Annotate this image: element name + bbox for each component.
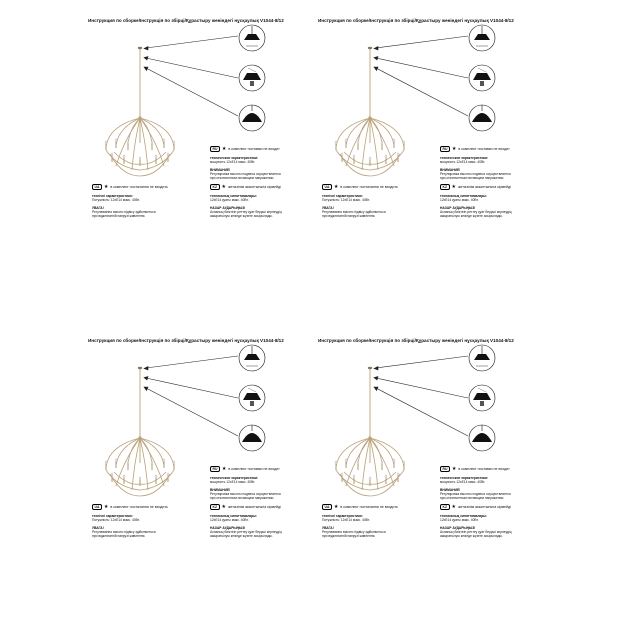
kz-warning	[440, 206, 512, 219]
detail-circle-1	[469, 345, 495, 371]
kz-specs	[440, 514, 487, 522]
ua-code: UA	[92, 184, 102, 190]
ru-note	[440, 146, 510, 152]
ru-note	[210, 466, 280, 472]
ua-warning-text: Регулювання висоти підвісу здійснюється при відключеній напрузі живлення.	[92, 210, 156, 219]
kz-warning-text: Аспаның биіктігін реттеу қуат берушi кернеудің ажыратылуы кезінде жүзеге асырылады.	[210, 530, 282, 539]
ua-warning	[92, 526, 156, 539]
kz-warning-text: Аспаның биіктігін реттеу қуат берушi кернеудің ажыратылуы кезінде жүзеге асырылады.	[440, 530, 512, 539]
ru-specs	[440, 476, 488, 484]
ru-specs-heading: технические характеристики:	[210, 476, 259, 480]
sheet-title: Инструкция по сборке/Інструкція по збірці/Құрастыру женіндегі нұсқаулық V1044-8/12	[318, 18, 514, 23]
callout-pointers	[144, 356, 238, 436]
ua-specs	[92, 194, 140, 202]
detail-circle-3	[239, 425, 265, 451]
kz-note	[440, 504, 511, 510]
ua-warning	[92, 206, 156, 219]
kz-specs-heading: техникалық сипаттамалары:	[210, 514, 258, 518]
sheet-title: Инструкция по сборке/Інструкція по збірці/Құрастыру женіндегі нұсқаулық V1044-8/12	[88, 18, 284, 23]
kz-specs-text: 12хЕ14 қуаты макс. 40Вт.	[440, 198, 479, 203]
kz-specs-heading: техникалық сипаттамалары:	[440, 194, 488, 198]
ru-warning-text: Регулировка высоты подвеса осуществляется при отключенном питающем напряжении.	[440, 492, 511, 501]
kz-note-text: жеткізілім жиынтығына кірмейді	[458, 185, 511, 189]
kz-note-text: жеткізілім жиынтығына кірмейді	[228, 505, 281, 509]
kz-note	[440, 184, 511, 190]
star-icon: ★	[451, 466, 457, 472]
ua-specs-heading: технічні характеристики:	[92, 194, 133, 198]
ru-warning-text: Регулировка высоты подвеса осуществляется при отключенном питающем напряжении.	[440, 172, 511, 181]
ua-note	[92, 504, 168, 510]
ru-note-text: в комплект поставки не входит	[458, 147, 510, 151]
ua-warning-heading: УВАГА!	[92, 526, 104, 530]
ua-specs-heading: технічні характеристики:	[322, 194, 363, 198]
callout-pointers	[144, 36, 238, 116]
star-icon: ★	[221, 504, 227, 510]
kz-code: KZ	[440, 184, 450, 190]
kz-specs	[210, 194, 257, 202]
ua-note-text: в комплект постачання не входить	[340, 505, 398, 509]
kz-note-text: жеткізілім жиынтығына кірмейді	[458, 505, 511, 509]
ru-specs-text: мощность 12хЕ14 макс. 40Вт.	[210, 480, 256, 485]
ua-warning-heading: УВАГА!	[92, 206, 104, 210]
ru-warning-heading: ВНИМАНИЕ!	[440, 168, 461, 172]
ua-specs	[322, 194, 370, 202]
kz-note	[210, 504, 281, 510]
instruction-sheet	[88, 18, 308, 228]
ua-note-text: в комплект постачання не входить	[340, 185, 398, 189]
ru-warning	[440, 488, 511, 501]
kz-warning	[210, 206, 282, 219]
detail-circle-2	[239, 385, 265, 411]
star-icon: ★	[221, 146, 227, 152]
ua-specs-heading: технічні характеристики:	[92, 514, 133, 518]
ru-note	[210, 146, 280, 152]
kz-specs	[440, 194, 487, 202]
ru-warning	[210, 168, 281, 181]
ru-warning-heading: ВНИМАНИЕ!	[210, 488, 231, 492]
kz-note-text: жеткізілім жиынтығына кірмейді	[228, 185, 281, 189]
instruction-sheet	[88, 338, 308, 548]
instruction-sheet	[318, 18, 538, 228]
detail-circle-3	[469, 105, 495, 131]
detail-circle-3	[239, 105, 265, 131]
detail-circle-3	[469, 425, 495, 451]
ru-warning-heading: ВНИМАНИЕ!	[210, 168, 231, 172]
ua-specs-text: Потужність: 12хЕ14 макс. 40Вт.	[322, 518, 370, 523]
ru-specs	[440, 156, 488, 164]
ru-code: RU	[210, 466, 220, 472]
star-icon: ★	[451, 184, 457, 190]
ru-specs-text: мощность 12хЕ14 макс. 40Вт.	[440, 480, 486, 485]
kz-code: KZ	[210, 504, 220, 510]
ua-code: UA	[322, 184, 332, 190]
ua-warning	[322, 526, 386, 539]
ru-specs	[210, 476, 258, 484]
kz-warning-heading: НАЗАР АУДАРЫҢЫЗ!	[210, 206, 246, 210]
ua-note	[92, 184, 168, 190]
kz-specs-heading: техникалық сипаттамалары:	[440, 514, 488, 518]
ru-specs-heading: технические характеристики:	[440, 156, 489, 160]
star-icon: ★	[103, 504, 109, 510]
ua-specs-heading: технічні характеристики:	[322, 514, 363, 518]
ua-code: UA	[322, 504, 332, 510]
star-icon: ★	[451, 146, 457, 152]
ru-warning	[440, 168, 511, 181]
kz-warning-text: Аспаның биіктігін реттеу қуат берушi кернеудің ажыратылуы кезінде жүзеге асырылады.	[210, 210, 282, 219]
ru-warning	[210, 488, 281, 501]
kz-specs-text: 12хЕ14 қуаты макс. 40Вт.	[210, 198, 249, 203]
star-icon: ★	[451, 504, 457, 510]
detail-circle-2	[469, 65, 495, 91]
ua-warning-text: Регулювання висоти підвісу здійснюється при відключеній напрузі живлення.	[322, 210, 386, 219]
ua-warning-heading: УВАГА!	[322, 206, 334, 210]
detail-circle-1	[239, 345, 265, 371]
ru-specs-heading: технические характеристики:	[440, 476, 489, 480]
ua-note	[322, 184, 398, 190]
star-icon: ★	[221, 466, 227, 472]
star-icon: ★	[103, 184, 109, 190]
star-icon: ★	[333, 184, 339, 190]
ua-code: UA	[92, 504, 102, 510]
ru-warning-text: Регулировка высоты подвеса осуществляется при отключенном питающем напряжении.	[210, 172, 281, 181]
ru-specs-text: мощность 12хЕ14 макс. 40Вт.	[210, 160, 256, 165]
ua-warning-heading: УВАГА!	[322, 526, 334, 530]
kz-specs-text: 12хЕ14 қуаты макс. 40Вт.	[210, 518, 249, 523]
ru-specs-text: мощность 12хЕ14 макс. 40Вт.	[440, 160, 486, 165]
ru-specs	[210, 156, 258, 164]
kz-code: KZ	[210, 184, 220, 190]
kz-warning-heading: НАЗАР АУДАРЫҢЫЗ!	[440, 526, 476, 530]
kz-specs	[210, 514, 257, 522]
ua-warning-text: Регулювання висоти підвісу здійснюється при відключеній напрузі живлення.	[92, 530, 156, 539]
detail-circle-1	[239, 25, 265, 51]
ru-warning-heading: ВНИМАНИЕ!	[440, 488, 461, 492]
detail-circle-2	[239, 65, 265, 91]
kz-code: KZ	[440, 504, 450, 510]
kz-note	[210, 184, 281, 190]
ru-note-text: в комплект поставки не входит	[458, 467, 510, 471]
ua-specs-text: Потужність: 12хЕ14 макс. 40Вт.	[322, 198, 370, 203]
callout-pointers	[374, 36, 468, 116]
kz-warning-heading: НАЗАР АУДАРЫҢЫЗ!	[210, 526, 246, 530]
ru-warning-text: Регулировка высоты подвеса осуществляется при отключенном питающем напряжении.	[210, 492, 281, 501]
ua-specs-text: Потужність: 12хЕ14 макс. 40Вт.	[92, 518, 140, 523]
instruction-sheet	[318, 338, 538, 548]
kz-warning	[440, 526, 512, 539]
ua-specs-text: Потужність: 12хЕ14 макс. 40Вт.	[92, 198, 140, 203]
ru-note-text: в комплект поставки не входит	[228, 147, 280, 151]
ru-note	[440, 466, 510, 472]
ru-code: RU	[440, 466, 450, 472]
ru-note-text: в комплект поставки не входит	[228, 467, 280, 471]
star-icon: ★	[333, 504, 339, 510]
ru-code: RU	[440, 146, 450, 152]
sheet-title: Инструкция по сборке/Інструкція по збірці/Құрастыру женіндегі нұсқаулық V1044-8/12	[318, 338, 514, 343]
ua-warning	[322, 206, 386, 219]
detail-circle-2	[469, 385, 495, 411]
kz-specs-text: 12хЕ14 қуаты макс. 40Вт.	[440, 518, 479, 523]
sheet-title: Инструкция по сборке/Інструкція по збірці/Құрастыру женіндегі нұсқаулық V1044-8/12	[88, 338, 284, 343]
ru-specs-heading: технические характеристики:	[210, 156, 259, 160]
ru-code: RU	[210, 146, 220, 152]
kz-specs-heading: техникалық сипаттамалары:	[210, 194, 258, 198]
ua-specs	[322, 514, 370, 522]
callout-pointers	[374, 356, 468, 436]
ua-note	[322, 504, 398, 510]
kz-warning-text: Аспаның биіктігін реттеу қуат берушi кернеудің ажыратылуы кезінде жүзеге асырылады.	[440, 210, 512, 219]
star-icon: ★	[221, 184, 227, 190]
ua-note-text: в комплект постачання не входить	[110, 185, 168, 189]
kz-warning	[210, 526, 282, 539]
kz-warning-heading: НАЗАР АУДАРЫҢЫЗ!	[440, 206, 476, 210]
ua-specs	[92, 514, 140, 522]
detail-circle-1	[469, 25, 495, 51]
ua-warning-text: Регулювання висоти підвісу здійснюється при відключеній напрузі живлення.	[322, 530, 386, 539]
ua-note-text: в комплект постачання не входить	[110, 505, 168, 509]
